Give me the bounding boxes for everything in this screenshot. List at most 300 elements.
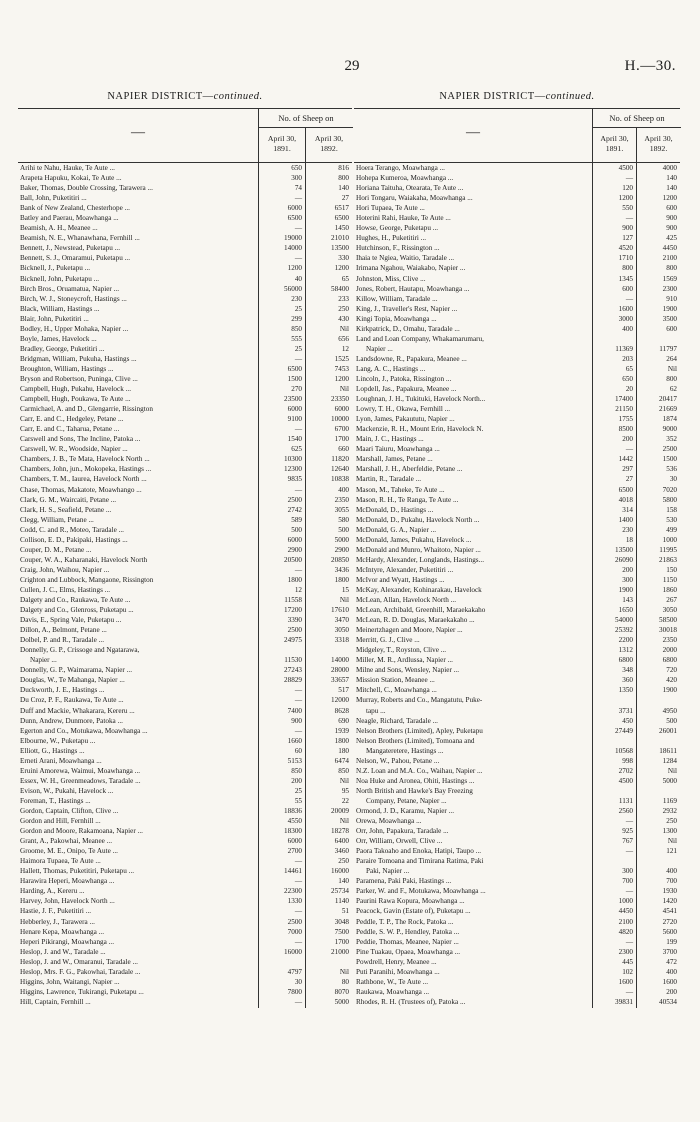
owner-cell: Mission Station, Meanee ... [356,676,435,685]
sheep-1892-cell: 20009 [331,807,349,815]
table-header [18,108,352,163]
table-row [18,746,352,756]
sheep-1892-cell: 4000 [662,164,677,172]
table-row [18,495,352,505]
owner-cell: Harvey, John, Havelock North ... [20,897,115,906]
sheep-1891-cell: 11369 [615,344,633,353]
owner-cell: Elliott, G., Hastings ... [20,746,85,755]
table-row [18,464,352,474]
sheep-1891-cell: 6500 [287,214,302,223]
sheep-1892-cell: 140 [666,184,677,193]
table-row [18,193,352,203]
table-row [18,354,352,364]
sheep-1891-cell: 2742 [287,505,302,514]
owner-cell: Essex, W. H., Greenmeadows, Taradale ... [20,776,141,785]
page-number: 29 [344,58,360,74]
sheep-1892-cell: 6000 [334,405,349,414]
owner-cell: Irimana Ngahou, Waiakabo, Napier ... [356,264,466,273]
table-row [354,545,680,555]
sheep-1892-cell: 1930 [662,887,677,896]
table-row [18,595,352,605]
sheep-1892-cell: 150 [666,565,677,574]
sheep-1892-cell: 199 [666,937,677,946]
table-row [18,716,352,726]
sheep-1892-cell: 5000 [334,535,349,544]
table-row [354,444,680,454]
sheep-1891-cell: 18300 [284,827,302,836]
table-row [354,866,680,876]
owner-cell: Lowry, T. H., Okawa, Fernhill ... [356,405,451,414]
table-row [18,866,352,876]
owner-cell: Duff and Mackie, Whakarara, Kereru ... [20,706,135,715]
year-1892-header: April 30, 1892. [305,128,352,162]
sheep-1892-cell [636,695,680,705]
sheep-1891-cell: 9100 [287,415,302,424]
sheep-1891-cell: 12300 [284,465,302,474]
sheep-1891-cell: 1350 [618,686,633,695]
owner-cell: North British and Hawke's Bay Freezing [356,786,473,795]
owner-cell: Bradley, George, Puketitiri ... [20,344,105,353]
sheep-1891-cell: — [625,937,633,946]
table-row [354,294,680,304]
sheep-1892-cell: 517 [338,686,349,695]
sheep-1892-cell: 3436 [334,565,349,574]
sheep-1891-cell: 18 [625,535,633,544]
sheep-1892-cell: 1939 [334,726,349,735]
sheep-1891-cell: — [294,696,302,705]
table-row [18,324,352,334]
owner-cell: Howse, George, Puketapu ... [356,224,439,233]
table-row [18,816,352,826]
sheep-1891-cell: 500 [291,525,302,534]
sheep-1892-cell: 25734 [331,887,349,896]
sheep-1892-cell: 95 [341,786,349,795]
table-row [18,856,352,866]
owner-cell: Hill, Captain, Fernhill ... [20,997,91,1006]
table-row [18,836,352,846]
sheep-1892-cell: 1800 [334,736,349,745]
sheep-1892-cell: 6474 [334,756,349,765]
sheep-1891-cell: 4820 [618,927,633,936]
table-row [354,987,680,997]
sheep-1891-cell: 3000 [618,314,633,323]
sheep-1892-cell: 660 [338,445,349,454]
owner-cell: Higgins, John, Waitangi, Napier ... [20,977,120,986]
sheep-1891-cell: 900 [291,716,302,725]
owner-cell: Marshall, J. H., Aberfeldie, Petane ... [356,465,463,474]
district-heading [18,86,352,108]
owner-cell: Foreman, T., Hastings ... [20,796,91,805]
name-column-header: — [131,125,145,140]
sheep-1891-cell: 17200 [284,606,302,615]
sheep-1892-cell: 400 [666,867,677,876]
owner-cell: Killow, William, Taradale ... [356,294,438,303]
sheep-1892-cell: 910 [666,294,677,303]
sheep-1891-cell: 23500 [284,395,302,404]
sheep-1891-cell: — [294,425,302,434]
owner-cell: Bennett, J., Newstead, Puketapu ... [20,244,121,253]
sheep-1892-cell: 23350 [331,395,349,404]
table-row [354,213,680,223]
sheep-1892-cell: 7020 [662,485,677,494]
sheep-1891-cell: 6000 [287,535,302,544]
owner-cell: Haimora Tupaea, Te Aute ... [20,857,101,866]
sheep-1892-cell: 12640 [331,465,349,474]
column-rule [305,163,306,1008]
table-row [18,364,352,374]
sheep-1891-cell: 589 [291,515,302,524]
owner-cell: Heslop, J. and W., Taradale ... [20,947,106,956]
sheep-1892-cell: Nil [339,385,349,394]
sheep-1892-cell: 3050 [334,626,349,635]
sheep-1891-cell: 54000 [615,616,633,625]
owner-cell: Orewa, Moawhanga ... [356,817,422,826]
owner-cell: Elbourne, W., Puketapu ... [20,736,96,745]
sheep-1892-cell: 3470 [334,616,349,625]
sheep-1892-cell: 9000 [662,425,677,434]
table-row [18,997,352,1007]
owner-cell: Arihi te Nahu, Hauke, Te Aute ... [20,164,115,172]
owner-cell: Rhodes, R. H. (Trustees of), Patoka ... [356,997,466,1006]
table-row [354,856,680,866]
sheep-1891-cell: 270 [291,385,302,394]
owner-cell: Gordon, Captain, Clifton, Clive ... [20,807,119,815]
owner-cell: McLean, R. D. Douglas, Maraekakaho ... [356,616,475,625]
sheep-1891-cell: 550 [622,204,633,213]
table-row [354,284,680,294]
sheep-1891-cell [592,334,636,344]
table-row [354,304,680,314]
sheep-1891-cell: 13500 [615,545,633,554]
table-row [18,263,352,273]
table-row [354,565,680,575]
owner-cell: Carmichael, A. and D., Glengarrie, Rissington [20,405,153,414]
table-row [354,675,680,685]
sheep-1892-cell: 40534 [659,997,677,1006]
sheep-1891-cell: 20500 [284,555,302,564]
table-row [354,454,680,464]
sheep-1892-cell [636,334,680,344]
sheep-1892-cell: 400 [666,967,677,976]
table-row [354,645,680,655]
sheep-1891-cell: 21150 [615,405,633,414]
sheep-1891-cell: 1600 [618,977,633,986]
sheep-1891-cell: 2500 [287,626,302,635]
owner-cell: Codd, C. and R., Moteo, Taradale ... [20,525,124,534]
sheep-1892-cell: 267 [666,596,677,605]
owner-cell: Kirkpatrick, D., Omahu, Taradale ... [356,324,460,333]
sheep-1892-cell: 900 [666,224,677,233]
sheep-1891-cell: 1755 [618,415,633,424]
sheep-1892-cell: 800 [666,374,677,383]
sheep-1892-cell: 1140 [334,897,349,906]
table-row [354,344,680,354]
owner-cell: Grant, A., Pakowhai, Meanee ... [20,837,113,846]
sheep-1892-cell: 18278 [331,827,349,836]
sheep-1892-cell: 3048 [334,917,349,926]
sheep-1891-cell: 900 [622,224,633,233]
sheep-1892-cell: 580 [338,515,349,524]
owner-cell: Milne and Sons, Wensley, Napier ... [356,666,460,675]
sheep-1892-cell: 500 [666,716,677,725]
owner-cell: Collison, E. D., Pakipaki, Hastings ... [20,535,128,544]
column-rule [258,163,259,1008]
table-row [354,635,680,645]
sheep-1891-cell: 4500 [618,776,633,785]
table-row [354,896,680,906]
sheep-1892-cell: 3055 [334,505,349,514]
owner-cell: Pine Tuakau, Opaea, Moawhanga ... [356,947,461,956]
owner-cell: Neagle, Richard, Taradale ... [356,716,438,725]
sheep-1892-cell: 3460 [334,847,349,856]
table-row [354,555,680,565]
sheep-1891-cell: 8500 [618,425,633,434]
sheep-1891-cell: — [294,877,302,886]
table-row [18,434,352,444]
table-header [354,108,680,163]
owner-cell: Paki, Napier ... [366,867,410,876]
table-row [18,535,352,545]
owner-cell: Landsdowne, R., Papakura, Meanee ... [356,354,467,363]
sheep-1892-cell: 250 [666,817,677,826]
sheep-1892-cell: 21000 [331,947,349,956]
sheep-1891-cell: 767 [622,837,633,846]
sheep-1891-cell: — [294,194,302,203]
sheep-1891-cell: 200 [291,776,302,785]
sheep-1891-cell: 297 [622,465,633,474]
sheep-1891-cell: 2560 [618,807,633,815]
table-row [354,766,680,776]
sheep-1892-cell: 1420 [662,897,677,906]
table-row [354,886,680,896]
sheep-1891-cell: — [294,254,302,263]
sheep-1892-cell: 18611 [659,746,677,755]
sheep-1892-cell: 140 [666,174,677,183]
sheep-1891-cell: 60 [294,746,302,755]
sheep-1892-cell [636,856,680,866]
owner-cell: Craig, John, Waihou, Napier ... [20,565,110,574]
sheep-1892-cell: 1169 [662,796,677,805]
owner-cell: Nelson, W., Pahou, Petane ... [356,756,440,765]
sheep-1892-cell: 21863 [659,555,677,564]
owner-cell: Couper, W. A., Kaharanaki, Havelock North [20,555,148,564]
owner-cell: Peacock, Gavin (Estate of), Puketapu ... [356,907,471,916]
sheep-1891-cell: 230 [622,525,633,534]
sheep-1891-cell: — [294,937,302,946]
sheep-1891-cell: 39831 [615,997,633,1006]
sheep-1892-cell: 352 [666,435,677,444]
column-rule [592,163,593,1008]
sheep-1891-cell: 7000 [287,927,302,936]
sheep-count-header: No. of Sheep on [592,109,681,128]
table-row [354,243,680,253]
owner-cell: Dalgety and Co., Glenross, Puketapu ... [20,606,134,615]
sheep-1891-cell: 1710 [618,254,633,263]
sheep-1891-cell: 4500 [618,164,633,172]
table-row [354,464,680,474]
sheep-1892-cell: 850 [338,766,349,775]
sheep-1892-cell: 30 [669,475,677,484]
table-row [354,625,680,635]
table-row [18,987,352,997]
owner-cell: King, J., Traveller's Rest, Napier ... [356,304,458,313]
sheep-1891-cell: 1600 [618,304,633,313]
owner-cell: Nelson Brothers (Limited), Tomoana and [356,736,475,745]
table-row [18,635,352,645]
owner-cell: Erneti Arani, Moawhanga ... [20,756,102,765]
sheep-1892-cell: 10000 [331,415,349,424]
owner-cell: Lyon, James, Pakaututu, Napier ... [356,415,455,424]
sheep-1891-cell: 20 [625,385,633,394]
sheep-1891-cell: 27449 [615,726,633,735]
owner-cell: Crighton and Lubbock, Mangaone, Rissington [20,575,154,584]
sheep-1891-cell: 360 [622,676,633,685]
table-row [18,665,352,675]
sheep-1891-cell: 25 [294,304,302,313]
owner-cell: Mitchell, C., Moawhanga ... [356,686,437,695]
table-row [18,957,352,967]
sheep-1891-cell: 925 [622,827,633,836]
sheep-1892-cell: 1284 [662,756,677,765]
sheep-1891-cell: 850 [291,324,302,333]
sheep-1891-cell: 555 [291,334,302,343]
sheep-1892-cell: 6700 [334,425,349,434]
owner-cell: Bennett, S. J., Omaramui, Puketapu ... [20,254,130,263]
owner-cell: Bryson and Robertson, Puninga, Clive ... [20,374,138,383]
sheep-1892-cell: 3500 [662,314,677,323]
table-row [354,515,680,525]
sheep-count-header: No. of Sheep on [258,109,353,128]
sheep-1892-cell [305,957,352,967]
table-row [354,495,680,505]
sheep-1892-cell: 20417 [659,395,677,404]
owner-cell: Bridgman, William, Pukuha, Hastings ... [20,354,137,363]
owner-cell: Carswell, W. R., Woodside, Napier ... [20,445,128,454]
owner-cell: Jones, Robert, Hautapu, Moawhanga ... [356,284,470,293]
table-row [18,515,352,525]
sheep-1892-cell: 27 [341,194,349,203]
sheep-1892-cell: 121 [666,847,677,856]
sheep-1892-cell: 1200 [334,264,349,273]
sheep-1891-cell: 6800 [618,656,633,665]
owner-cell: McDonald, G. A., Napier ... [356,525,437,534]
sheep-1891-cell: 1442 [618,455,633,464]
owner-cell: Peddle, T. P., The Rock, Patoka ... [356,917,454,926]
sheep-1891-cell: — [294,997,302,1006]
sheep-1892-cell: 15 [341,585,349,594]
sheep-1891-cell: — [625,817,633,826]
table-row [354,947,680,957]
sheep-1891-cell: 14000 [284,244,302,253]
table-row [18,605,352,615]
table-row [18,163,352,173]
owner-cell: Broughton, William, Hastings ... [20,364,114,373]
sheep-1891-cell: 299 [291,314,302,323]
sheep-1891-cell: 55 [294,796,302,805]
sheep-1891-cell: 998 [622,756,633,765]
sheep-1892-cell: 58500 [659,616,677,625]
owner-cell: McDonald and Munro, Whaitoto, Napier ... [356,545,481,554]
sheep-1892-cell: 2720 [662,917,677,926]
owner-cell: Hoterini Rahi, Hauke, Te Aute ... [356,214,451,223]
sheep-1891-cell: 2300 [618,947,633,956]
table-row [18,776,352,786]
table-row [18,394,352,404]
table-row [18,555,352,565]
sheep-1891-cell: 4018 [618,495,633,504]
table-row [354,957,680,967]
table-row [354,203,680,213]
sheep-1892-cell: 2000 [662,646,677,655]
sheep-1892-cell: 58400 [331,284,349,293]
sheep-1892-cell: 6517 [334,204,349,213]
owner-cell: Carswell and Sons, The Incline, Patoka ... [20,435,141,444]
table-row [354,233,680,243]
sheep-1892-cell: 5000 [334,997,349,1006]
table-row [18,545,352,555]
sheep-1891-cell: — [294,565,302,574]
sheep-1891-cell: 25 [294,344,302,353]
sheep-1891-cell: 1200 [287,264,302,273]
owner-cell: Hohepa Kumeroa, Moawhanga ... [356,174,454,183]
district-heading-continued: continued. [545,91,595,102]
sheep-1892-cell: 1569 [662,274,677,283]
table-row [354,967,680,977]
owner-cell: Land and Loan Company, Whakamarumaru, [356,334,484,343]
table-row [18,334,352,344]
table-row [18,213,352,223]
sheep-1891-cell: 1500 [287,374,302,383]
table-row [18,876,352,886]
sheep-1891-cell: 300 [622,867,633,876]
sheep-1891-cell: — [294,857,302,866]
owner-cell: Hebberley, J., Tarawera ... [20,917,95,926]
owner-cell: Mangateretere, Hastings ... [366,746,444,755]
table-row [354,424,680,434]
table-row [354,434,680,444]
sheep-1892-cell [636,736,680,746]
table-row [18,695,352,705]
sheep-1892-cell: 330 [338,254,349,263]
sheep-1892-cell: 690 [338,716,349,725]
sheep-1892-cell: 536 [666,465,677,474]
table-row [354,605,680,615]
sheep-1891-cell: 127 [622,234,633,243]
owner-cell: McDonald, James, Pukahu, Havelock ... [356,535,472,544]
owner-cell: Beamish, A. H., Meanee ... [20,224,98,233]
sheep-1891-cell: — [294,485,302,494]
table-row [18,384,352,394]
sheep-1891-cell: 6500 [287,364,302,373]
sheep-1891-cell: 40 [294,274,302,283]
owner-cell: Martin, R., Taradale ... [356,475,422,484]
owner-cell: Groome, M. E., Onipo, Te Aute ... [20,847,118,856]
sheep-1891-cell: 348 [622,666,633,675]
sheep-1891-cell: 2700 [287,847,302,856]
table-row [18,304,352,314]
sheep-1892-cell: 2100 [662,254,677,263]
sheep-1891-cell: — [625,174,633,183]
sheep-1891-cell: 24975 [284,636,302,645]
sheep-1892-cell: 62 [669,385,677,394]
sheep-1892-cell: 4950 [662,706,677,715]
owner-cell: Bodley, H., Upper Mohaka, Napier ... [20,324,129,333]
sheep-1891-cell: 600 [622,284,633,293]
table-row [354,263,680,273]
sheep-1892-cell: 17610 [331,606,349,615]
table-row [354,173,680,183]
owner-cell: Henare Kepa, Moawhanga ... [20,927,105,936]
